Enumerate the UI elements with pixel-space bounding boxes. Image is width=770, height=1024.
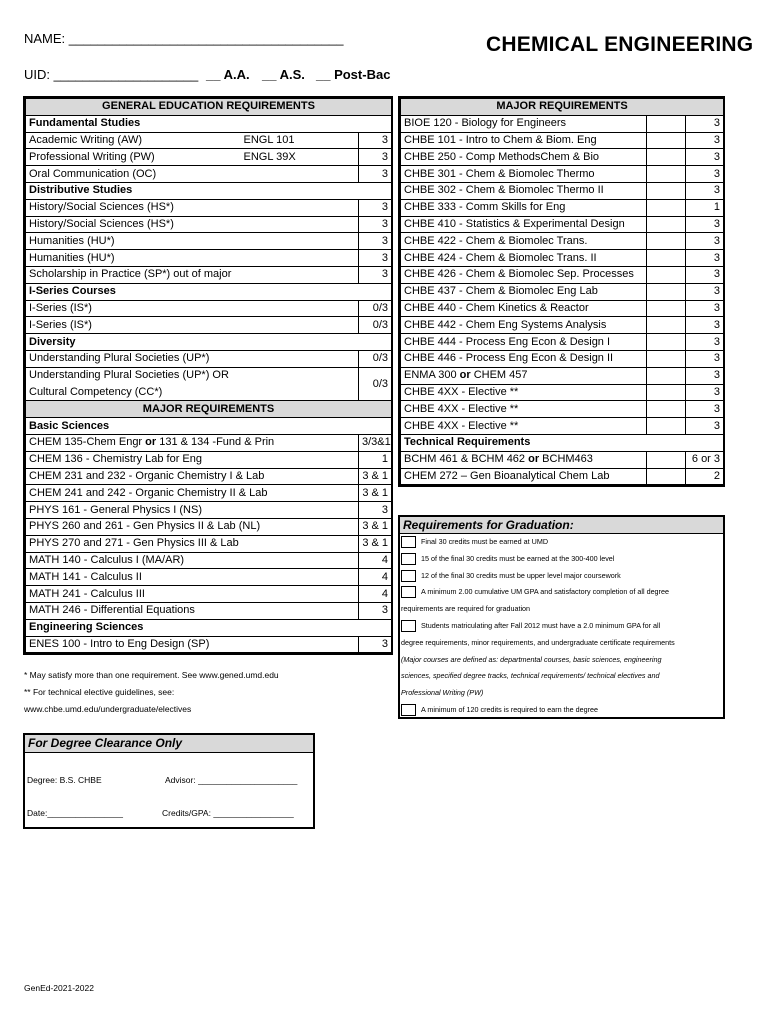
grade-cell[interactable] xyxy=(647,115,686,132)
grade-cell[interactable] xyxy=(647,132,686,149)
table-row xyxy=(26,149,392,166)
credit-cell: 0/3 xyxy=(359,367,392,401)
table-row xyxy=(26,300,392,317)
grade-cell[interactable] xyxy=(647,317,686,334)
course-label: PHYS 270 and 271 - Gen Physics III & Lab xyxy=(26,535,359,552)
credit-cell: 3 xyxy=(686,367,724,384)
grad-req-item: Students matriculating after Fall 2012 must have a 2.0 minimum GPA for all xyxy=(421,620,661,630)
table-row xyxy=(26,434,392,451)
credit-cell: 3 xyxy=(686,266,724,283)
grade-cell[interactable] xyxy=(647,451,686,468)
credit-cell: 3 xyxy=(686,233,724,250)
grad-req-item: 15 of the final 30 credits must be earned at the 300-400 level xyxy=(421,553,615,563)
credit-cell: 3 xyxy=(686,418,724,435)
credit-cell: 3 xyxy=(359,132,392,149)
credit-cell: 3 xyxy=(359,166,392,183)
grade-cell[interactable] xyxy=(647,250,686,267)
course-label: PHYS 161 - General Physics I (NS) xyxy=(26,502,359,519)
grade-cell[interactable] xyxy=(647,283,686,300)
course-label: CHBE 302 - Chem & Biomolec Thermo II xyxy=(401,182,647,199)
table-row xyxy=(26,199,392,216)
checkbox[interactable] xyxy=(401,704,416,716)
grade-cell[interactable] xyxy=(647,233,686,250)
table-row xyxy=(26,586,392,603)
course-label: MATH 141 - Calculus II xyxy=(26,569,359,586)
course-label: CHEM 135-Chem Engr or 131 & 134 -Fund & Prin xyxy=(26,434,359,451)
left-requirements-table xyxy=(23,96,393,655)
table-row xyxy=(26,535,392,552)
course-label: I-Series (IS*) xyxy=(26,300,359,317)
course-label: CHBE 4XX - Elective ** xyxy=(401,401,647,418)
course-label: CHBE 410 - Statistics & Experimental Design xyxy=(401,216,647,233)
course-label: MATH 246 - Differential Equations xyxy=(26,602,359,619)
credit-cell: 3 & 1 xyxy=(359,518,392,535)
course-label: CHBE 4XX - Elective ** xyxy=(401,418,647,435)
course-label: MATH 140 - Calculus I (MA/AR) xyxy=(26,552,359,569)
table-row xyxy=(401,283,724,300)
checkbox[interactable] xyxy=(401,536,416,548)
diversity-label: Diversity xyxy=(26,334,392,351)
checkbox[interactable] xyxy=(401,620,416,632)
credit-cell: 4 xyxy=(359,586,392,603)
basic-sciences-label: Basic Sciences xyxy=(26,418,392,435)
credit-cell: 3 xyxy=(686,216,724,233)
table-row xyxy=(26,367,392,384)
major-heading-left: MAJOR REQUIREMENTS xyxy=(26,401,392,418)
grade-cell[interactable] xyxy=(647,468,686,485)
credit-cell: 3 xyxy=(686,182,724,199)
credit-cell: 0/3 xyxy=(359,317,392,334)
table-row xyxy=(26,451,392,468)
course-label: Academic Writing (AW) xyxy=(26,132,241,149)
graduation-requirements-box xyxy=(398,515,725,719)
course-label: CHBE 424 - Chem & Biomolec Trans. II xyxy=(401,250,647,267)
grade-cell[interactable] xyxy=(647,418,686,435)
course-label: Humanities (HU*) xyxy=(26,233,359,250)
credit-cell: 4 xyxy=(359,569,392,586)
course-label: CHBE 333 - Comm Skills for Eng xyxy=(401,199,647,216)
course-label: Scholarship in Practice (SP*) out of major xyxy=(26,266,359,283)
course-label: CHEM 136 - Chemistry Lab for Eng xyxy=(26,451,359,468)
grad-req-item: 12 of the final 30 credits must be upper level major coursework xyxy=(421,570,621,580)
course-label: ENES 100 - Intro to Eng Design (SP) xyxy=(26,636,359,653)
grad-req-item: A minimum of 120 credits is required to earn the degree xyxy=(421,704,598,714)
name-field[interactable]: NAME: ______________________________________ xyxy=(24,31,344,46)
credit-cell: 3 xyxy=(686,283,724,300)
credit-cell: 3 xyxy=(359,602,392,619)
table-row xyxy=(401,149,724,166)
credit-cell: 3 xyxy=(359,216,392,233)
course-label: Cultural Competency (CC*) xyxy=(26,384,359,401)
credit-cell: 3 xyxy=(359,149,392,166)
credit-cell: 3 xyxy=(686,317,724,334)
grade-cell[interactable] xyxy=(647,401,686,418)
degree-clearance-box xyxy=(23,733,315,829)
credit-cell: 3 xyxy=(359,199,392,216)
table-row xyxy=(401,334,724,351)
table-row xyxy=(26,468,392,485)
grade-cell[interactable] xyxy=(647,334,686,351)
course-label: History/Social Sciences (HS*) xyxy=(26,199,359,216)
grade-cell[interactable] xyxy=(647,182,686,199)
credit-cell: 3 xyxy=(359,502,392,519)
footnotes xyxy=(24,667,279,718)
course-label: CHBE 444 - Process Eng Econ & Design I xyxy=(401,334,647,351)
credit-cell: 3 & 1 xyxy=(359,468,392,485)
course-label: CHBE 437 - Chem & Biomolec Eng Lab xyxy=(401,283,647,300)
checkbox[interactable] xyxy=(401,570,416,582)
grad-req-item: Professional Writing (PW) xyxy=(401,688,484,698)
course-code: ENGL 101 xyxy=(241,132,359,149)
grade-cell[interactable] xyxy=(647,199,686,216)
table-row xyxy=(26,602,392,619)
table-row xyxy=(26,552,392,569)
table-row xyxy=(401,451,724,468)
footnote-electives-url[interactable]: www.chbe.umd.edu/undergraduate/electives xyxy=(24,704,192,714)
course-label: Understanding Plural Societies (UP*) OR xyxy=(26,367,359,384)
course-label: CHBE 4XX - Elective ** xyxy=(401,384,647,401)
table-row xyxy=(401,132,724,149)
table-row xyxy=(401,115,724,132)
table-row xyxy=(26,216,392,233)
grade-cell[interactable] xyxy=(647,216,686,233)
credit-cell: 3 xyxy=(686,401,724,418)
footer-version: GenEd-2021-2022 xyxy=(24,983,94,993)
course-label: CHBE 301 - Chem & Biomolec Thermo xyxy=(401,166,647,183)
table-row xyxy=(26,569,392,586)
option-aa[interactable]: __ A.A. xyxy=(206,67,250,82)
table-row xyxy=(401,350,724,367)
table-row xyxy=(401,266,724,283)
table-row xyxy=(401,300,724,317)
course-label: ENMA 300 or CHEM 457 xyxy=(401,367,647,384)
degree-label: Degree: B.S. CHBE xyxy=(27,775,102,785)
footnote-electives: ** For technical elective guidelines, see: xyxy=(24,687,175,697)
advisor-field[interactable]: Advisor: _____________________ xyxy=(165,775,298,785)
credit-cell: 3 xyxy=(686,334,724,351)
option-as[interactable]: __ A.S. xyxy=(262,67,305,82)
course-code xyxy=(241,166,359,183)
table-row xyxy=(401,317,724,334)
credits-gpa-field[interactable]: Credits/GPA: _________________ xyxy=(162,808,294,818)
credit-cell: 3 xyxy=(686,115,724,132)
uid-field[interactable]: UID: ____________________ xyxy=(24,67,199,82)
credit-cell: 0/3 xyxy=(359,350,392,367)
grade-cell[interactable] xyxy=(647,367,686,384)
distributive-studies-label: Distributive Studies xyxy=(26,182,392,199)
table-row xyxy=(26,266,392,283)
course-label: MATH 241 - Calculus III xyxy=(26,586,359,603)
table-row xyxy=(401,233,724,250)
credit-cell: 3 xyxy=(359,233,392,250)
fundamental-studies-label: Fundamental Studies xyxy=(26,115,392,132)
checkbox[interactable] xyxy=(401,553,416,565)
page-title: CHEMICAL ENGINEERING xyxy=(486,33,754,56)
grad-req-item: A minimum 2.00 cumulative UM GPA and satisfactory completion of all degree xyxy=(421,587,669,597)
course-label: CHEM 241 and 242 - Organic Chemistry II & Lab xyxy=(26,485,359,502)
grade-cell[interactable] xyxy=(647,149,686,166)
credit-cell: 3 xyxy=(686,350,724,367)
grade-cell[interactable] xyxy=(647,166,686,183)
grad-req-item: (Major courses are defined as: departmental courses, basic sciences, engineering xyxy=(401,654,662,664)
option-post-bac[interactable]: __ Post-Bac xyxy=(316,67,391,82)
table-row xyxy=(26,166,392,183)
credit-cell: 3 & 1 xyxy=(359,535,392,552)
grad-req-item: sciences, specified degree tracks, technical requirements/ technical electives and xyxy=(401,671,660,681)
grade-cell[interactable] xyxy=(647,384,686,401)
course-label: CHBE 422 - Chem & Biomolec Trans. xyxy=(401,233,647,250)
credit-cell: 3 xyxy=(359,266,392,283)
course-label: BCHM 461 & BCHM 462 or BCHM463 xyxy=(401,451,647,468)
engineering-sciences-label: Engineering Sciences xyxy=(26,619,392,636)
table-row xyxy=(26,350,392,367)
course-label: BIOE 120 - Biology for Engineers xyxy=(401,115,647,132)
grade-cell[interactable] xyxy=(647,300,686,317)
credit-cell: 1 xyxy=(359,451,392,468)
clearance-heading: For Degree Clearance Only xyxy=(25,735,313,753)
course-label: CHEM 272 – Gen Bioanalytical Chem Lab xyxy=(401,468,647,485)
course-code: ENGL 39X xyxy=(241,149,359,166)
credit-cell: 3 xyxy=(359,250,392,267)
table-row xyxy=(26,233,392,250)
course-label: Humanities (HU*) xyxy=(26,250,359,267)
table-row xyxy=(26,485,392,502)
table-row xyxy=(401,418,724,435)
credit-cell: 3 xyxy=(686,384,724,401)
table-row xyxy=(26,518,392,535)
course-label: CHBE 440 - Chem Kinetics & Reactor xyxy=(401,300,647,317)
credit-cell: 0/3 xyxy=(359,300,392,317)
credit-cell: 3 xyxy=(686,300,724,317)
technical-requirements-label: Technical Requirements xyxy=(401,434,724,451)
credit-cell: 2 xyxy=(686,468,724,485)
course-label: CHEM 231 and 232 - Organic Chemistry I & Lab xyxy=(26,468,359,485)
table-row xyxy=(26,317,392,334)
grade-cell[interactable] xyxy=(647,266,686,283)
grad-req-item: degree requirements, minor requirements, and undergraduate certificate requirements xyxy=(401,637,675,647)
gen-ed-heading: GENERAL EDUCATION REQUIREMENTS xyxy=(26,99,392,116)
credit-cell: 1 xyxy=(686,199,724,216)
table-row xyxy=(401,384,724,401)
credit-cell: 3 xyxy=(359,636,392,653)
table-row xyxy=(401,468,724,485)
credit-cell: 3 xyxy=(686,166,724,183)
course-label: Professional Writing (PW) xyxy=(26,149,241,166)
right-major-table xyxy=(398,96,725,487)
table-row xyxy=(401,401,724,418)
course-label: CHBE 426 - Chem & Biomolec Sep. Processes xyxy=(401,266,647,283)
major-heading-right: MAJOR REQUIREMENTS xyxy=(401,99,724,116)
course-label: CHBE 442 - Chem Eng Systems Analysis xyxy=(401,317,647,334)
graduation-heading: Requirements for Graduation: xyxy=(400,517,723,534)
course-label: CHBE 250 - Comp MethodsChem & Bio xyxy=(401,149,647,166)
table-row xyxy=(401,216,724,233)
table-row xyxy=(26,636,392,653)
course-label: Understanding Plural Societies (UP*) xyxy=(26,350,359,367)
table-row xyxy=(26,502,392,519)
table-row xyxy=(401,367,724,384)
table-row xyxy=(26,384,392,401)
table-row xyxy=(26,250,392,267)
table-row xyxy=(401,166,724,183)
table-row xyxy=(401,199,724,216)
course-label: I-Series (IS*) xyxy=(26,317,359,334)
table-row xyxy=(401,182,724,199)
checkbox[interactable] xyxy=(401,586,416,598)
iseries-label: I-Series Courses xyxy=(26,283,392,300)
credit-cell: 4 xyxy=(359,552,392,569)
credit-cell: 6 or 3 xyxy=(686,451,724,468)
course-label: History/Social Sciences (HS*) xyxy=(26,216,359,233)
course-label: CHBE 101 - Intro to Chem & Biom. Eng xyxy=(401,132,647,149)
credit-cell: 3 xyxy=(686,149,724,166)
credit-cell: 3 xyxy=(686,250,724,267)
credit-cell: 3/3&1 xyxy=(359,434,392,451)
table-row xyxy=(26,132,392,149)
date-field[interactable]: Date:________________ xyxy=(27,808,123,818)
course-label: CHBE 446 - Process Eng Econ & Design II xyxy=(401,350,647,367)
footnote-gened: * May satisfy more than one requirement. See www.gened.umd.edu xyxy=(24,670,279,680)
course-label: PHYS 260 and 261 - Gen Physics II & Lab (NL) xyxy=(26,518,359,535)
credit-cell: 3 xyxy=(686,132,724,149)
grade-cell[interactable] xyxy=(647,350,686,367)
grad-req-item: Final 30 credits must be earned at UMD xyxy=(421,537,549,546)
credit-cell: 3 & 1 xyxy=(359,485,392,502)
grad-req-item: requirements are required for graduation xyxy=(401,604,531,614)
table-row xyxy=(401,250,724,267)
course-label: Oral Communication (OC) xyxy=(26,166,241,183)
